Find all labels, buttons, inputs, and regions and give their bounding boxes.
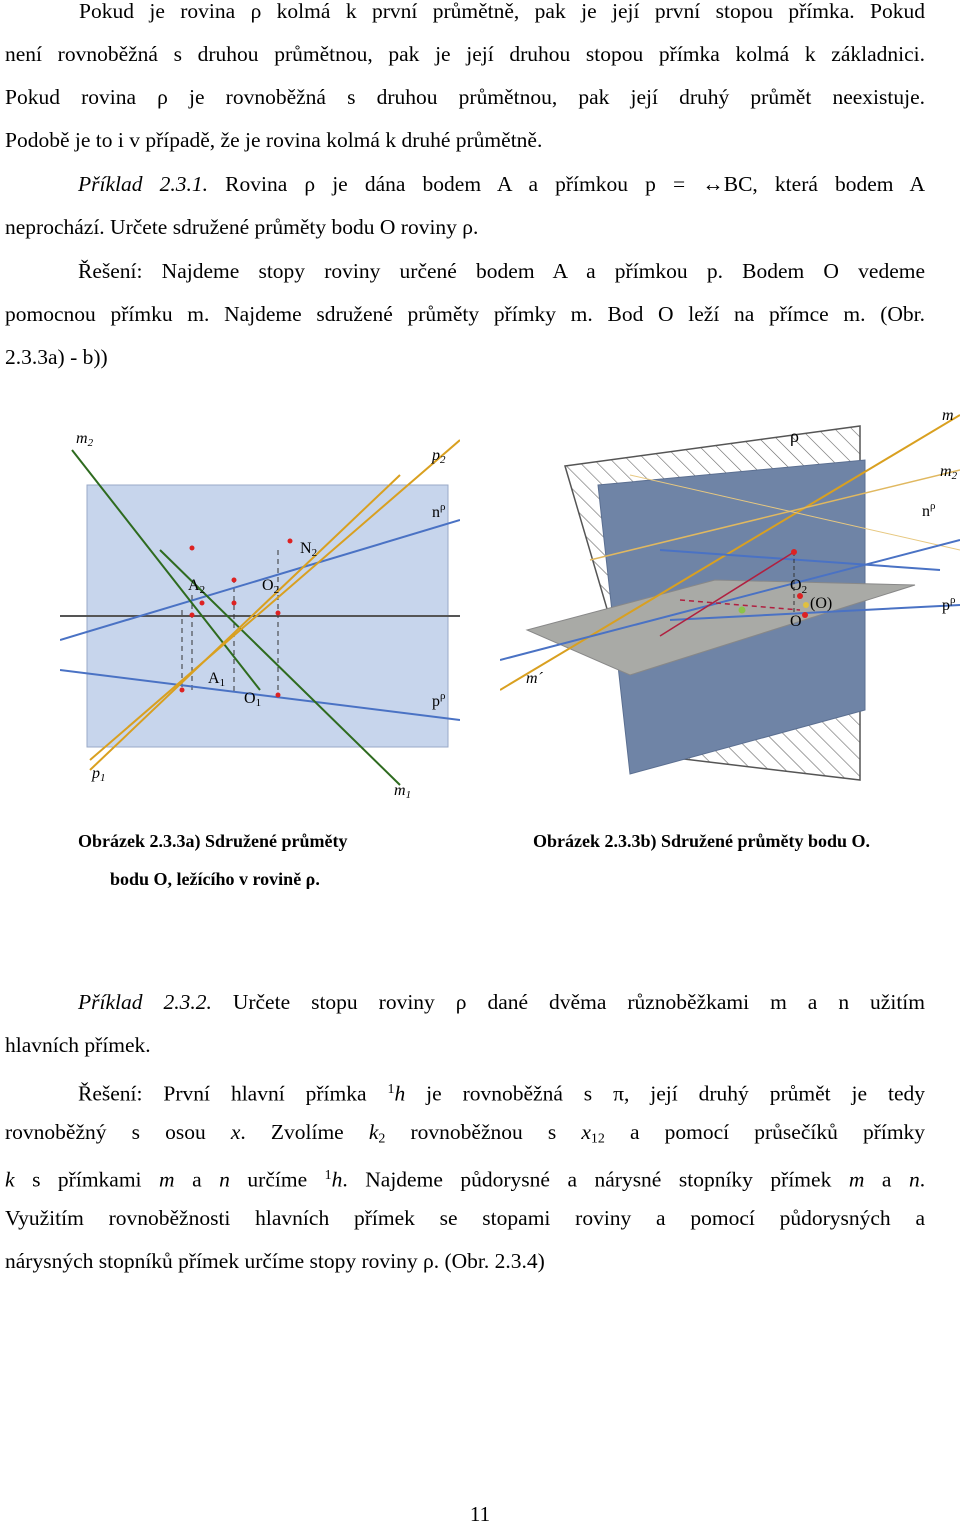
svg-text:nρ: $n^\rho$ bbox=[432, 501, 446, 521]
point-O1 bbox=[276, 693, 281, 698]
svg-text:m1: m1 bbox=[394, 782, 412, 801]
svg-text:A2: A2 bbox=[188, 577, 206, 596]
example1-line-1: Příklad 2.3.1. Rovina ρ je dána bodem A a přímkou p = ↔BC, která bodem A bbox=[78, 172, 925, 196]
svg-text:O: O bbox=[790, 613, 802, 630]
solution2-line-5: nárysných stopníků přímek určíme stopy roviny ρ. (Obr. 2.3.4) bbox=[5, 1249, 545, 1273]
point-A1 bbox=[180, 688, 185, 693]
svg-text:ρ: ρ bbox=[790, 426, 799, 446]
svg-text:nρ: $n^\rho$ bbox=[922, 500, 936, 520]
svg-text:O2: O2 bbox=[790, 577, 808, 596]
example2-line-1: Příklad 2.3.2. Určete stopu roviny ρ dané dvěma různoběžkami m a n užitím bbox=[78, 990, 925, 1014]
svg-text:p2: p2 bbox=[432, 447, 446, 466]
svg-text:m2: m2 bbox=[940, 463, 958, 482]
svg-text:p1: p1 bbox=[92, 765, 106, 784]
solution1-line-2: pomocnou přímku m. Najdeme sdružené průměty přímky m. Bod O leží na přímce m. (Obr. bbox=[5, 302, 925, 326]
solution2-line-1: Řešení: První hlavní přímka $^1$h je rovnoběžná s π, její druhý průmět je tedy bbox=[78, 1081, 926, 1106]
svg-text:A1: A1 bbox=[208, 670, 226, 689]
page-number: 11 bbox=[469, 1502, 491, 1526]
point-O2 bbox=[232, 578, 237, 583]
caption-a-line-1: Obrázek 2.3.3a) Sdružené průměty bbox=[78, 831, 348, 851]
svg-text:O1: O1 bbox=[244, 690, 262, 709]
svg-text:pρ: $p^\rho$ bbox=[432, 690, 446, 710]
example1-label: Příklad 2.3.1. bbox=[78, 172, 208, 196]
figure-a bbox=[60, 400, 460, 820]
svg-text:m: m bbox=[942, 407, 954, 424]
solution1-line-3: 2.3.3a) - b)) bbox=[5, 345, 108, 369]
point-N2 bbox=[288, 539, 293, 544]
intro-line-1: Pokud je rovina ρ kolmá k první průmětně, pak je její první stopou přímka. Pokud bbox=[79, 0, 925, 23]
solution2-line-4: Využitím rovnoběžnosti hlavních přímek se stopami roviny a pomocí půdorysných a bbox=[5, 1206, 925, 1230]
point-A2 bbox=[190, 546, 195, 551]
svg-text:m2: m2 bbox=[76, 430, 94, 449]
solution1-line-1: Řešení: Najdeme stopy roviny určené bodem A a přímkou p. Bodem O vedeme bbox=[78, 259, 925, 283]
svg-text:O2: O2 bbox=[262, 577, 280, 596]
solution2-line-2: rovnoběžný s osou x. Zvolíme $k_2$ rovnoběžnou s $x_{12}$ a pomocí průsečíků přímky bbox=[5, 1120, 926, 1147]
example1-line-2: neprochází. Určete sdružené průměty bodu O roviny ρ. bbox=[5, 215, 479, 239]
example2-label: Příklad 2.3.2. bbox=[78, 990, 212, 1014]
svg-text:pρ: $p^\rho$ bbox=[942, 594, 956, 614]
figure-b bbox=[500, 400, 960, 820]
example2-line-2: hlavních přímek. bbox=[5, 1033, 151, 1057]
caption-b: Obrázek 2.3.3b) Sdružené průměty bodu O. bbox=[533, 831, 871, 851]
svg-text:N2: N2 bbox=[300, 540, 318, 559]
svg-text:m´: m´ bbox=[526, 670, 543, 687]
solution2-line-3: k s přímkami m a n určíme $^1$h. Najdeme půdorysné a nárysné stopníky přímek m a n. bbox=[5, 1167, 926, 1192]
intro-line-2: není rovnoběžná s druhou průmětnou, pak je její druhou stopou přímka kolmá k základnici. bbox=[5, 42, 925, 66]
intro-line-3: Pokud rovina ρ je rovnoběžná s druhou průmětnou, pak její druhý průmět neexistuje. bbox=[5, 85, 925, 109]
intro-line-4: Podobě je to i v případě, že je rovina kolmá k druhé průmětně. bbox=[5, 128, 543, 152]
svg-text:(O): (O) bbox=[810, 595, 833, 612]
caption-a-line-2: bodu O, ležícího v rovině ρ. bbox=[110, 869, 320, 889]
